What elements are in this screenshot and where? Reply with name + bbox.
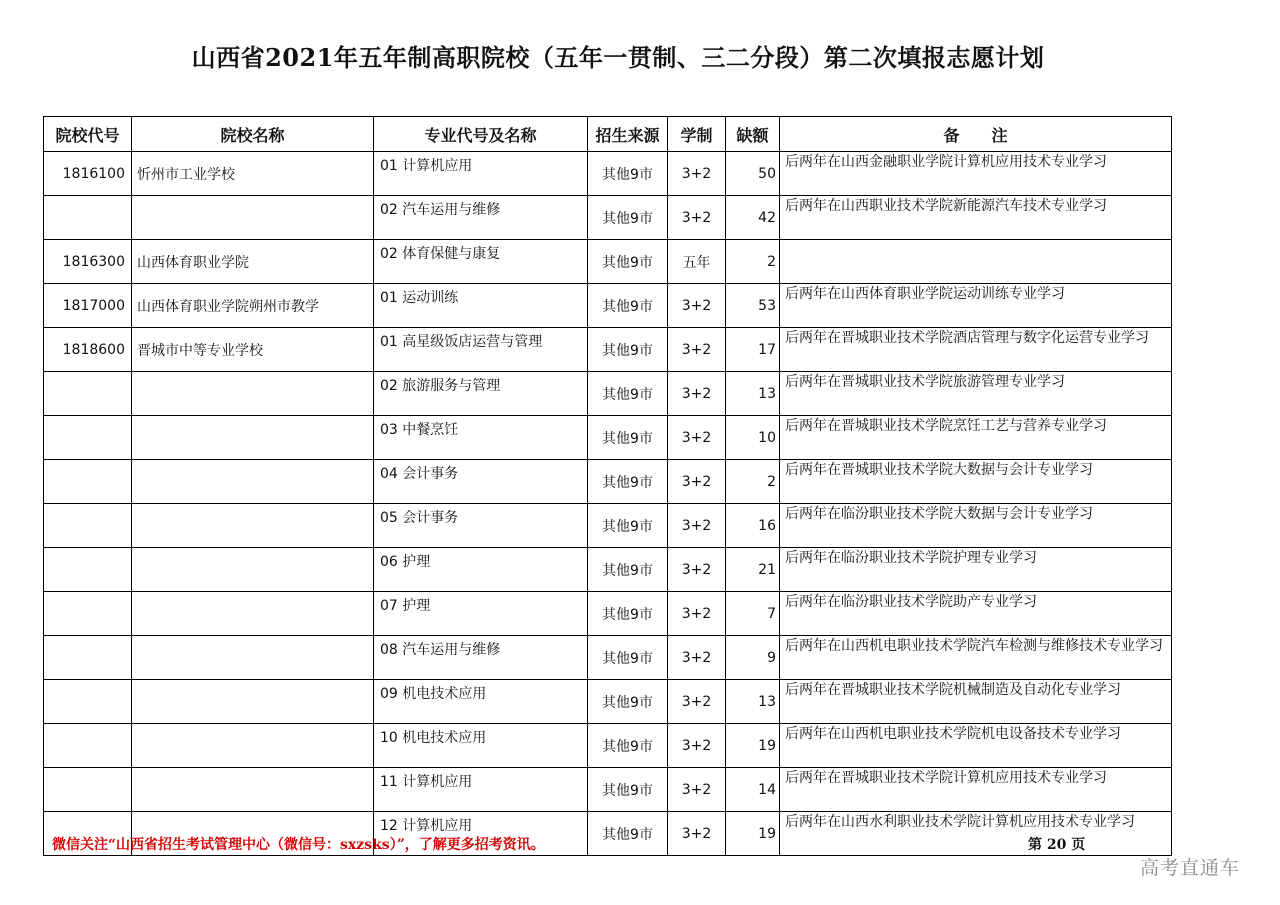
major-cell: 02 体育保健与康复: [374, 240, 588, 284]
note-cell: 后两年在晋城职业技术学院旅游管理专业学习: [780, 372, 1172, 416]
table-row: [44, 372, 1172, 416]
school-name-cell: [132, 196, 374, 240]
vacancy-cell: 53: [726, 284, 780, 328]
school-code-cell: 1818600: [44, 328, 132, 372]
table-header-row: [44, 117, 1172, 152]
table-row: [44, 548, 1172, 592]
major-cell: 07 护理: [374, 592, 588, 636]
vacancy-cell: 9: [726, 636, 780, 680]
school-name-cell: 晋城市中等专业学校: [132, 328, 374, 372]
school-code-cell: [44, 548, 132, 592]
school-name-cell: [132, 768, 374, 812]
header-school-name: 院校名称: [132, 117, 374, 152]
school-name-cell: [132, 592, 374, 636]
source-cell: 其他9市: [588, 812, 668, 856]
school-code-cell: [44, 416, 132, 460]
plan-table: [43, 116, 1172, 856]
table-row: [44, 680, 1172, 724]
years-cell: 3+2: [668, 416, 726, 460]
major-cell: 05 会计事务: [374, 504, 588, 548]
source-cell: 其他9市: [588, 460, 668, 504]
school-name-cell: [132, 548, 374, 592]
years-cell: 3+2: [668, 768, 726, 812]
note-cell: 后两年在山西水利职业技术学院计算机应用技术专业学习: [780, 812, 1172, 856]
years-cell: 3+2: [668, 548, 726, 592]
major-cell: 10 机电技术应用: [374, 724, 588, 768]
years-cell: 3+2: [668, 152, 726, 196]
source-cell: 其他9市: [588, 548, 668, 592]
school-name-cell: [132, 680, 374, 724]
vacancy-cell: 17: [726, 328, 780, 372]
note-cell: 后两年在山西机电职业技术学院汽车检测与维修技术专业学习: [780, 636, 1172, 680]
major-cell: 11 计算机应用: [374, 768, 588, 812]
page-title: 山西省2021年五年制高职院校（五年一贯制、三二分段）第二次填报志愿计划: [191, 43, 1045, 72]
years-cell: 3+2: [668, 284, 726, 328]
school-name-cell: 山西体育职业学院朔州市教学: [132, 284, 374, 328]
school-code-cell: 1817000: [44, 284, 132, 328]
vacancy-cell: 7: [726, 592, 780, 636]
table-row: [44, 504, 1172, 548]
vacancy-cell: 42: [726, 196, 780, 240]
school-name-cell: [132, 504, 374, 548]
table-row: [44, 152, 1172, 196]
major-cell: 06 护理: [374, 548, 588, 592]
source-cell: 其他9市: [588, 592, 668, 636]
source-cell: 其他9市: [588, 636, 668, 680]
vacancy-cell: 14: [726, 768, 780, 812]
source-cell: 其他9市: [588, 372, 668, 416]
vacancy-cell: 16: [726, 504, 780, 548]
header-vacancy: 缺额: [726, 117, 780, 152]
major-cell: 01 计算机应用: [374, 152, 588, 196]
table-row: [44, 240, 1172, 284]
school-name-cell: 山西体育职业学院: [132, 240, 374, 284]
vacancy-cell: 2: [726, 240, 780, 284]
note-cell: 后两年在山西机电职业技术学院机电设备技术专业学习: [780, 724, 1172, 768]
header-years: 学制: [668, 117, 726, 152]
header-major: 专业代号及名称: [374, 117, 588, 152]
table-row: [44, 724, 1172, 768]
major-cell: 02 旅游服务与管理: [374, 372, 588, 416]
years-cell: 3+2: [668, 680, 726, 724]
school-code-cell: [44, 504, 132, 548]
school-code-cell: 1816300: [44, 240, 132, 284]
school-name-cell: [132, 636, 374, 680]
vacancy-cell: 10: [726, 416, 780, 460]
note-cell: 后两年在临汾职业技术学院大数据与会计专业学习: [780, 504, 1172, 548]
header-source: 招生来源: [588, 117, 668, 152]
note-cell: 后两年在晋城职业技术学院酒店管理与数字化运营专业学习: [780, 328, 1172, 372]
vacancy-cell: 19: [726, 724, 780, 768]
source-cell: 其他9市: [588, 196, 668, 240]
source-cell: 其他9市: [588, 724, 668, 768]
source-cell: 其他9市: [588, 152, 668, 196]
school-name-cell: 忻州市工业学校: [132, 152, 374, 196]
table-row: [44, 592, 1172, 636]
vacancy-cell: 50: [726, 152, 780, 196]
watermark: 高考直通车: [1140, 857, 1241, 879]
major-cell: 09 机电技术应用: [374, 680, 588, 724]
table-row: [44, 636, 1172, 680]
years-cell: 3+2: [668, 504, 726, 548]
school-name-cell: [132, 724, 374, 768]
school-name-cell: [132, 416, 374, 460]
years-cell: 3+2: [668, 812, 726, 856]
years-cell: 3+2: [668, 460, 726, 504]
vacancy-cell: 13: [726, 372, 780, 416]
header-note: 备 注: [780, 117, 1172, 152]
major-cell: 02 汽车运用与维修: [374, 196, 588, 240]
table-row: [44, 196, 1172, 240]
school-code-cell: [44, 724, 132, 768]
vacancy-cell: 19: [726, 812, 780, 856]
years-cell: 3+2: [668, 636, 726, 680]
major-cell: 04 会计事务: [374, 460, 588, 504]
years-cell: 3+2: [668, 372, 726, 416]
table-row: [44, 328, 1172, 372]
school-code-cell: 1816100: [44, 152, 132, 196]
major-cell: 01 运动训练: [374, 284, 588, 328]
school-code-cell: [44, 372, 132, 416]
source-cell: 其他9市: [588, 328, 668, 372]
table-row: [44, 416, 1172, 460]
major-cell: 12 计算机应用: [374, 812, 588, 856]
source-cell: 其他9市: [588, 768, 668, 812]
vacancy-cell: 2: [726, 460, 780, 504]
wechat-follow-note: 微信关注“山西省招生考试管理中心（微信号：sxzsks）”，了解更多招考资讯。: [52, 837, 545, 853]
table-row: [44, 768, 1172, 812]
school-code-cell: [44, 680, 132, 724]
page-number: 第 20 页: [1028, 837, 1086, 853]
school-name-cell: [132, 460, 374, 504]
school-code-cell: [44, 196, 132, 240]
source-cell: 其他9市: [588, 240, 668, 284]
years-cell: 3+2: [668, 724, 726, 768]
note-cell: 后两年在山西体育职业学院运动训练专业学习: [780, 284, 1172, 328]
note-cell: 后两年在晋城职业技术学院机械制造及自动化专业学习: [780, 680, 1172, 724]
major-cell: 01 高星级饭店运营与管理: [374, 328, 588, 372]
school-code-cell: [44, 592, 132, 636]
source-cell: 其他9市: [588, 504, 668, 548]
vacancy-cell: 13: [726, 680, 780, 724]
note-cell: 后两年在临汾职业技术学院护理专业学习: [780, 548, 1172, 592]
school-code-cell: [44, 460, 132, 504]
major-cell: 03 中餐烹饪: [374, 416, 588, 460]
school-name-cell: [132, 372, 374, 416]
years-cell: 3+2: [668, 328, 726, 372]
vacancy-cell: 21: [726, 548, 780, 592]
note-cell: 后两年在晋城职业技术学院计算机应用技术专业学习: [780, 768, 1172, 812]
years-cell: 3+2: [668, 196, 726, 240]
note-cell: 后两年在晋城职业技术学院烹饪工艺与营养专业学习: [780, 416, 1172, 460]
source-cell: 其他9市: [588, 680, 668, 724]
table-row: [44, 284, 1172, 328]
note-cell: 后两年在晋城职业技术学院大数据与会计专业学习: [780, 460, 1172, 504]
note-cell: 后两年在山西职业技术学院新能源汽车技术专业学习: [780, 196, 1172, 240]
header-school-code: 院校代号: [44, 117, 132, 152]
note-cell: 后两年在临汾职业技术学院助产专业学习: [780, 592, 1172, 636]
years-cell: 五年: [668, 240, 726, 284]
years-cell: 3+2: [668, 592, 726, 636]
note-cell: [780, 240, 1172, 284]
note-cell: 后两年在山西金融职业学院计算机应用技术专业学习: [780, 152, 1172, 196]
school-code-cell: [44, 636, 132, 680]
source-cell: 其他9市: [588, 284, 668, 328]
major-cell: 08 汽车运用与维修: [374, 636, 588, 680]
source-cell: 其他9市: [588, 416, 668, 460]
table-row: [44, 460, 1172, 504]
school-code-cell: [44, 768, 132, 812]
